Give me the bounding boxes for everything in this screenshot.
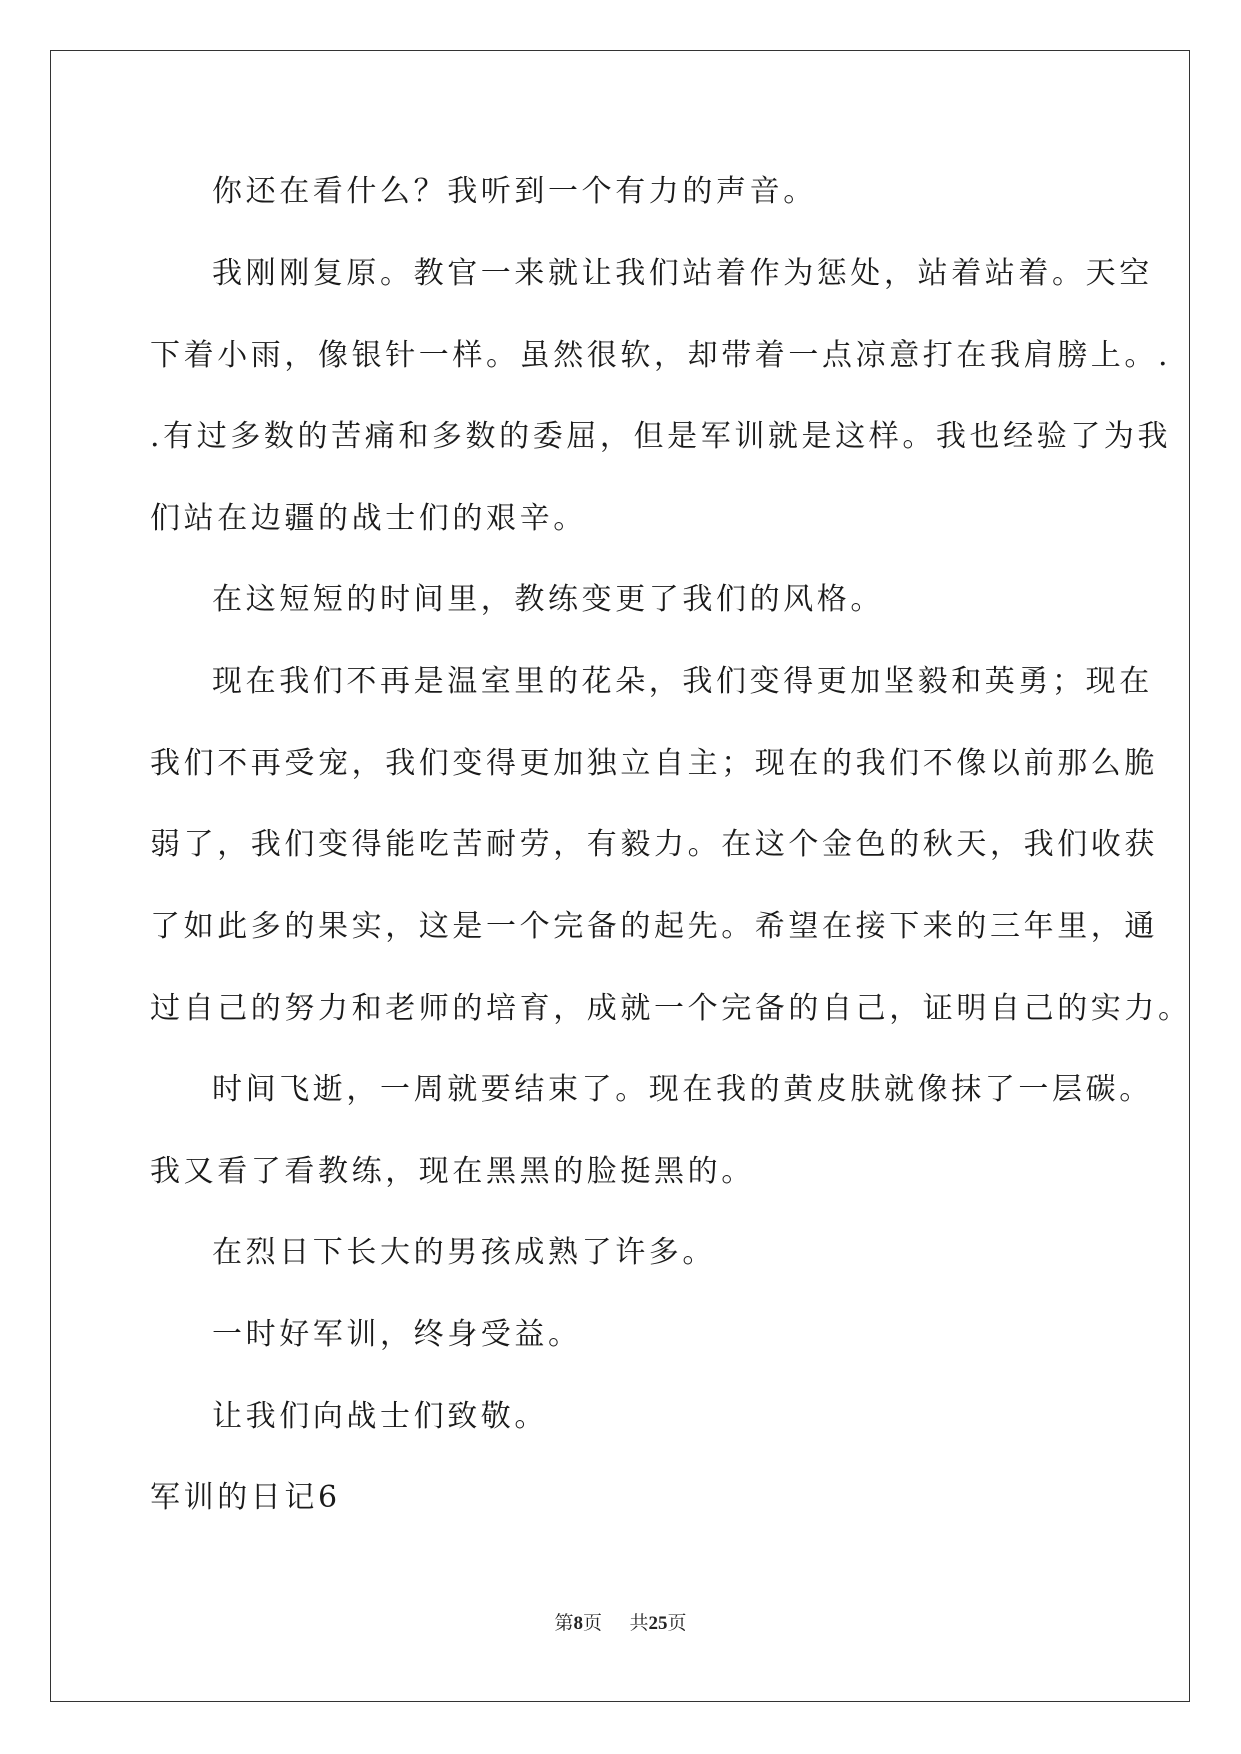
- paragraph-line: 一时好军训，终身受益。: [212, 1317, 582, 1352]
- section-heading: 军训的日记6: [150, 1480, 341, 1515]
- paragraph-line: 我又看了看教练，现在黑黑的脸挺黑的。: [150, 1154, 755, 1189]
- page-footer: [0, 1608, 1241, 1635]
- paragraph-line: 了如此多的果实，这是一个完备的起先。希望在接下来的三年里，通: [150, 909, 1158, 944]
- paragraph-line: 在烈日下长大的男孩成熟了许多。: [212, 1235, 716, 1270]
- paragraph-line: 你还在看什么？我听到一个有力的声音。: [212, 174, 817, 209]
- total-pages: 25: [648, 1613, 668, 1634]
- paragraph-line: 我刚刚复原。教官一来就让我们站着作为惩处，站着站着。天空: [212, 256, 1153, 291]
- page-prefix: 第: [554, 1613, 574, 1634]
- total-prefix: 共: [629, 1613, 649, 1634]
- paragraph-line: 过自己的努力和老师的培育，成就一个完备的自己，证明自己的实力。: [150, 991, 1192, 1026]
- paragraph-line: 时间飞逝，一周就要结束了。现在我的黄皮肤就像抹了一层碳。: [212, 1072, 1153, 1107]
- paragraph-line: 弱了，我们变得能吃苦耐劳，有毅力。在这个金色的秋天，我们收获: [150, 827, 1158, 862]
- paragraph-line: 们站在边疆的战士们的艰辛。: [150, 501, 587, 536]
- paragraph-line: 现在我们不再是温室里的花朵，我们变得更加坚毅和英勇；现在: [212, 664, 1153, 699]
- page-number: 8: [573, 1613, 583, 1634]
- page-border: [50, 50, 1190, 1702]
- total-suffix: 页: [667, 1613, 687, 1634]
- page-suffix: 页: [582, 1613, 602, 1634]
- paragraph-line: 在这短短的时间里，教练变更了我们的风格。: [212, 582, 884, 617]
- paragraph-line: 让我们向战士们致敬。: [212, 1399, 548, 1434]
- paragraph-line: .有过多数的苦痛和多数的委屈，但是军训就是这样。我也经验了为我: [150, 419, 1172, 454]
- paragraph-line: 我们不再受宠，我们变得更加独立自主；现在的我们不像以前那么脆: [150, 746, 1158, 781]
- paragraph-line: 下着小雨，像银针一样。虽然很软，却带着一点凉意打在我肩膀上。.: [150, 338, 1172, 373]
